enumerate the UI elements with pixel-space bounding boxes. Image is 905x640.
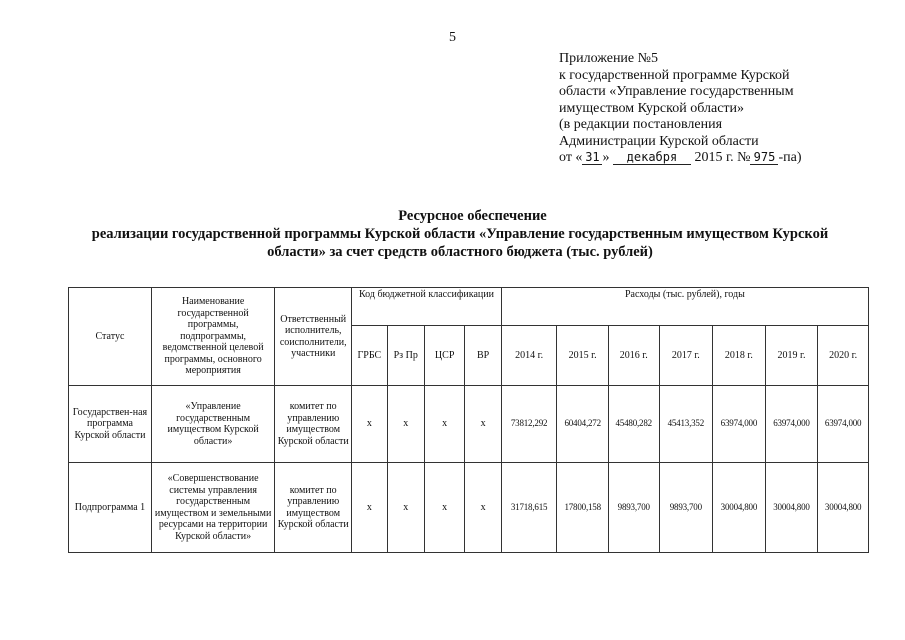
row-value-2016: 45480,282 [608, 386, 659, 463]
row-value-2014: 31718,615 [501, 463, 557, 553]
row-vr: х [465, 463, 501, 553]
appendix-line-4: имуществом Курской области» [559, 100, 745, 116]
heading-line-2: реализации государственной программы Курской области «Управление государственным имуществом Курской [91, 226, 829, 242]
header-year-2020: 2020 г. [818, 326, 869, 386]
header-year-2018: 2018 г. [713, 326, 766, 386]
row-value-2018: 63974,000 [713, 386, 766, 463]
row-grbs: х [352, 386, 387, 463]
row-rzpr: х [387, 386, 424, 463]
header-year-2019: 2019 г. [765, 326, 818, 386]
row-rzpr: х [387, 463, 424, 553]
date-day: 31 [582, 151, 602, 165]
row-value-2017: 9893,700 [659, 463, 713, 553]
date-month: декабря [613, 151, 691, 165]
row-value-2015: 17800,158 [557, 463, 609, 553]
table-row [69, 386, 869, 463]
header-status: Статус [69, 288, 152, 386]
header-year-2016: 2016 г. [608, 326, 659, 386]
decree-number: 975 [750, 151, 778, 165]
header-vr: ВР [465, 326, 501, 386]
appendix-line-2: к государственной программе Курской [559, 67, 790, 83]
row-csr: х [424, 463, 464, 553]
appendix-line-3: области «Управление государственным [559, 84, 794, 99]
row-responsible: комитет по управлению имуществом Курской области [275, 463, 352, 553]
header-grbs: ГРБС [352, 326, 387, 386]
header-year-2014: 2014 г. [501, 326, 557, 386]
row-value-2014: 73812,292 [501, 386, 557, 463]
row-grbs: х [352, 463, 387, 553]
appendix-block [559, 51, 889, 167]
row-status: Подпрограмма 1 [69, 463, 152, 553]
row-value-2020: 30004,800 [818, 463, 869, 553]
row-name: «Управление государственным имуществом Курской области» [151, 386, 274, 463]
header-name: Наименование государственной программы, подпрограммы, ведомственной целевой программы, основного мероприятия [151, 288, 274, 386]
heading-line-1: Ресурсное обеспечение [398, 208, 547, 224]
row-value-2019: 63974,000 [765, 386, 818, 463]
appendix-date-line [559, 150, 889, 167]
date-suffix: -па) [778, 150, 802, 165]
date-prefix: от « [559, 150, 583, 165]
header-expenses: Расходы (тыс. рублей), годы [501, 288, 868, 326]
heading-line-3: области» за счет средств областного бюджета (тыс. рублей) [267, 244, 653, 260]
row-value-2015: 60404,272 [557, 386, 609, 463]
document-heading [40, 207, 880, 261]
row-name: «Совершенствование системы управления государственным имуществом и земельными ресурсами на территории Курской области» [151, 463, 274, 553]
row-responsible: комитет по управлению имуществом Курской области [275, 386, 352, 463]
table-row [69, 463, 869, 553]
header-csr: ЦСР [424, 326, 464, 386]
header-rzpr: Рз Пр [387, 326, 424, 386]
header-year-2015: 2015 г. [557, 326, 609, 386]
row-value-2016: 9893,700 [608, 463, 659, 553]
date-year: 2015 г. № [690, 150, 751, 165]
header-year-2017: 2017 г. [659, 326, 713, 386]
header-responsible: Ответственный исполнитель, соисполнители, участники [275, 288, 352, 386]
row-status: Государствен-ная программа Курской области [69, 386, 152, 463]
budget-table [68, 287, 869, 553]
header-budget-codes: Код бюджетной классификации [352, 288, 502, 326]
page-number: 5 [449, 30, 456, 45]
row-vr: х [465, 386, 501, 463]
row-value-2018: 30004,800 [713, 463, 766, 553]
row-value-2020: 63974,000 [818, 386, 869, 463]
appendix-line-6: Администрации Курской области [559, 133, 759, 149]
date-mid: » [602, 150, 613, 165]
row-value-2019: 30004,800 [765, 463, 818, 553]
appendix-line-5: (в редакции постановления [559, 117, 723, 132]
appendix-line-1: Приложение №5 [559, 51, 658, 66]
row-value-2017: 45413,352 [659, 386, 713, 463]
row-csr: х [424, 386, 464, 463]
